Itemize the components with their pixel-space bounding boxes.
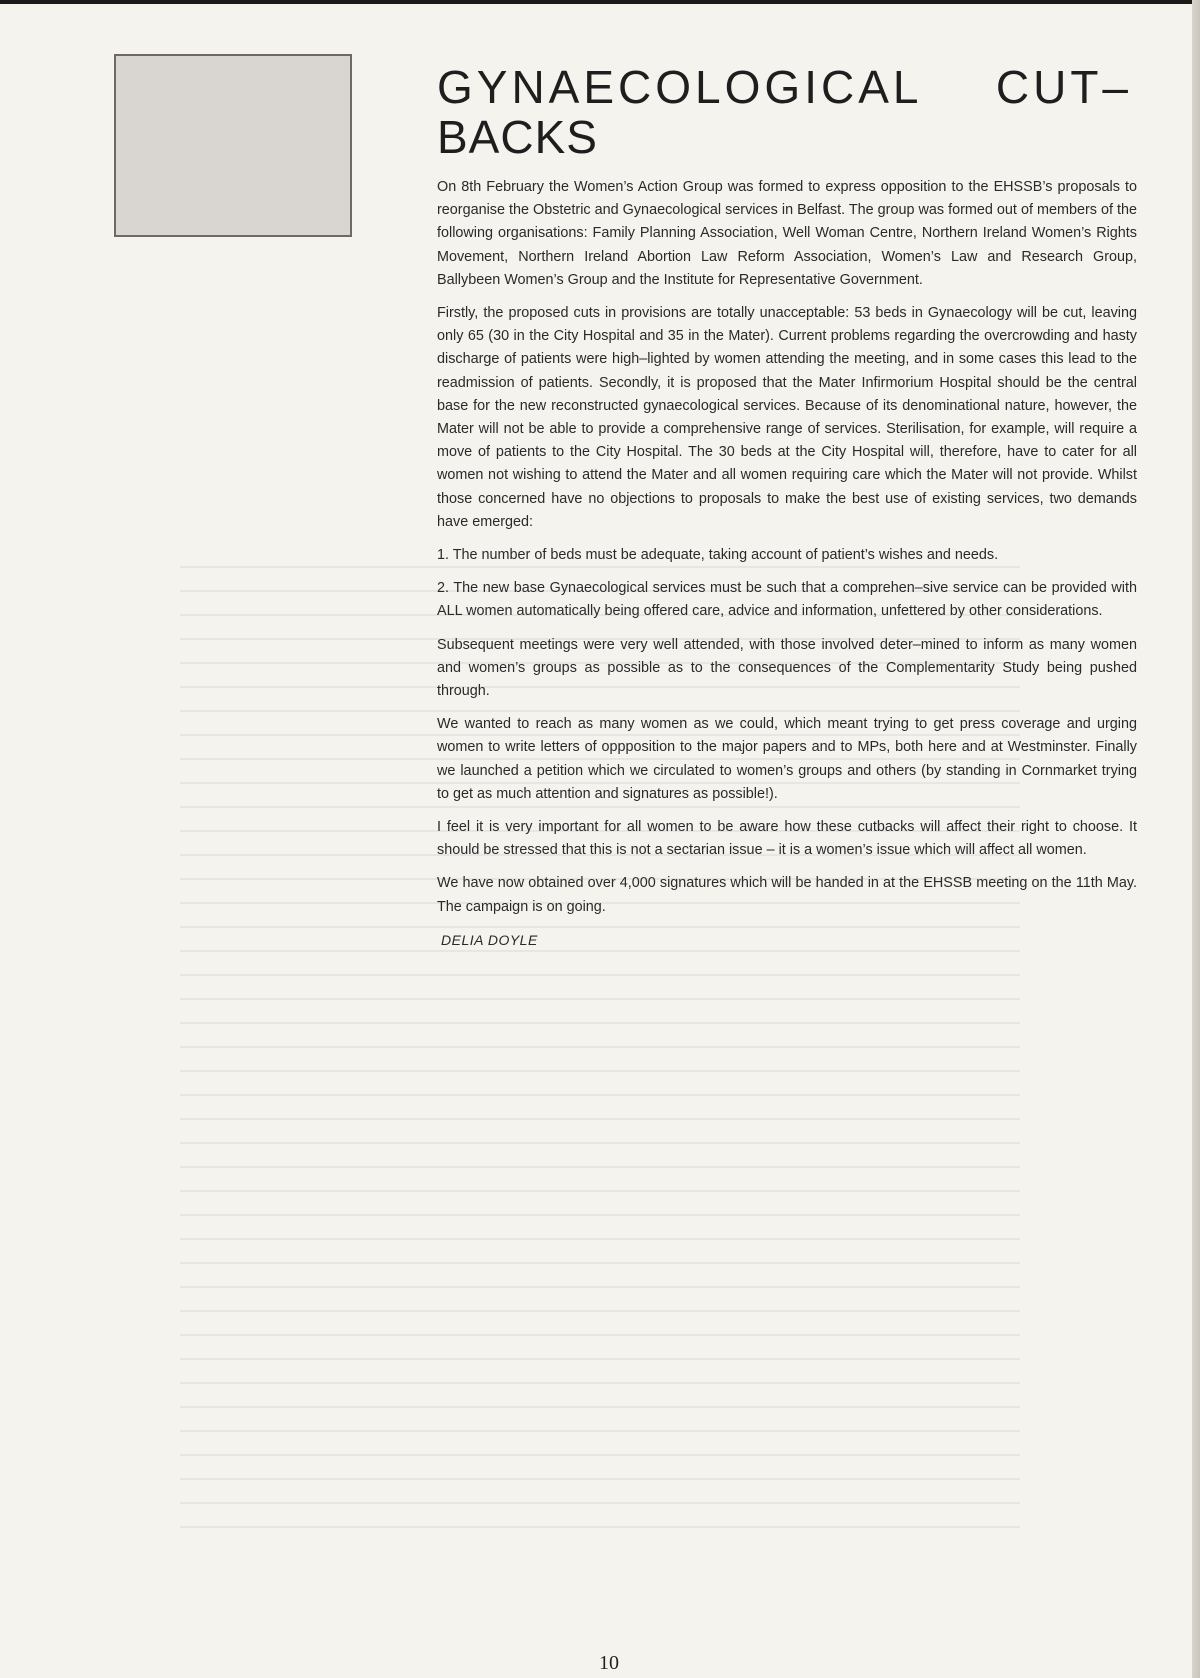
title-line-1 — [437, 62, 1132, 112]
title-word-cut: CUT– — [995, 61, 1132, 113]
author-signature: DELIA DOYLE — [441, 931, 538, 948]
paragraph-7: I feel it is very important for all women to be aware how these cutbacks will affect their right to choose. It should be stressed that this is not a sectarian issue – it is a women’s issue which will affect all women. — [437, 819, 1137, 859]
photo-placeholder — [114, 54, 352, 237]
title-line-2: BACKS — [437, 111, 598, 163]
title-word-gynaecological: GYNAECOLOGICAL — [437, 61, 923, 113]
article-body — [437, 176, 1137, 962]
page-number: 10 — [599, 1652, 619, 1674]
paragraph-8: We have now obtained over 4,000 signatures which will be handed in at the EHSSB meeting on the 11th May. The campaign is on going. — [437, 875, 1137, 915]
paragraph-1: On 8th February the Women’s Action Group was formed to express opposition to the EHSSB’s proposals to reorganise the Obstetric and Gynaecological services in Belfast. The group was formed out of members of the following organisations: Family Planning Association, Well Woman Centre, Northern Ireland Women’s Rights Movement, Northern Ireland Abortion Law Reform Association, Women’s Law and Research Group, Ballybeen Women’s Group and the Institute for Representative Government. — [437, 179, 1137, 288]
paragraph-2: Firstly, the proposed cuts in provisions are totally unacceptable: 53 beds in Gynaecology will be cut, leaving only 65 (30 in the City Hospital and 35 in the Mater). Current problems regarding the overcrowding and hasty discharge of patients were high–lighted by women attending the meeting, and in some cases this lead to the readmission of patients. Secondly, it is proposed that the Mater Infirmorium Hospital should be the central base for the new reconstructed gynaecological services. Because of its denominational nature, however, the Mater will not be able to provide a comprehensive range of services. Sterilisation, for example, will require a move of patients to the City Hospital. The 30 beds at the City Hospital will, therefore, have to cater for all women not wishing to attend the Mater and all women requiring care which the Mater will not provide. Whilst those concerned have no objections to proposals to make the best use of existing services, two demands have emerged: — [437, 305, 1137, 530]
paragraph-3: 1. The number of beds must be adequate, taking account of patient’s wishes and needs. — [437, 547, 999, 564]
page-edge — [1192, 0, 1200, 1678]
paragraph-6: We wanted to reach as many women as we could, which meant trying to get press coverage and urging women to write letters of oppposition to the major papers and to MPs, both here and at Westminster. Finally we launched a petition which we circulated to women’s groups and others (by standing in Cornmarket trying to get as much attention and signatures as possible!). — [437, 716, 1137, 802]
paragraph-5: Subsequent meetings were very well attended, with those involved deter–mined to inform as many women and women’s groups as possible as to the consequences of the Complementarity Study being pushed through. — [437, 636, 1137, 700]
paragraph-4: 2. The new base Gynaecological services must be such that a comprehen–sive service can be provided with ALL women automatically being offered care, advice and information, unfettered by other considerations. — [437, 580, 1137, 620]
article-title — [437, 62, 1137, 162]
